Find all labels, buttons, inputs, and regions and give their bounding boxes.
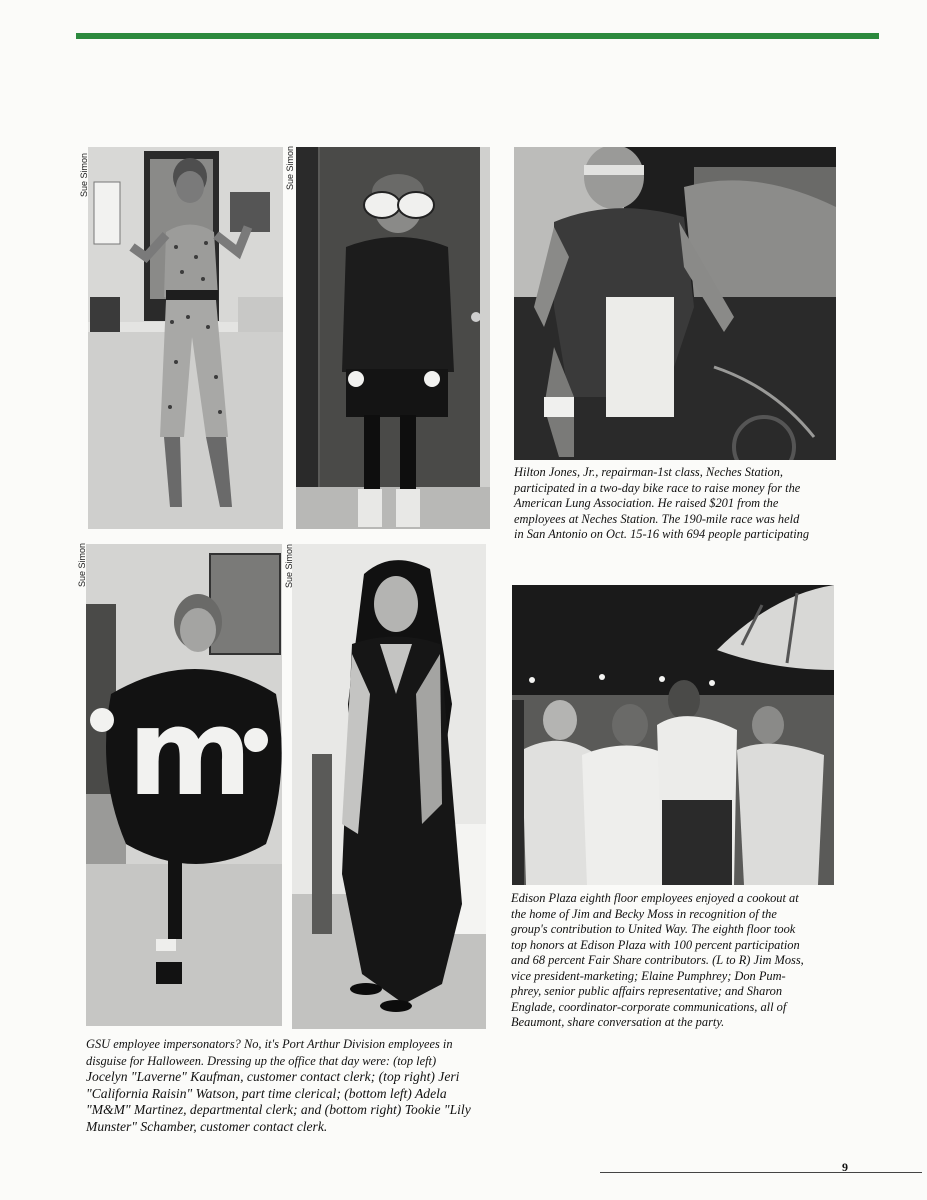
costume-letter-m: m [127, 684, 253, 823]
caption-line: and 68 percent Fair Share contributors. (L to R) Jim Moss, [511, 953, 804, 967]
caption-line: "M&M" Martinez, departmental clerk; and (bottom right) Tookie "Lily [86, 1102, 471, 1117]
footer-rule [600, 1172, 922, 1173]
photo-credit-bottom-left: Sue Simon [77, 542, 87, 587]
green-header-rule [76, 33, 879, 39]
photo-credit-bottom-middle: Sue Simon [284, 543, 294, 588]
photo-laverne-costume [88, 147, 283, 529]
caption-line: in San Antonio on Oct. 15-16 with 694 people participating [514, 527, 810, 541]
caption-line: employees at Neches Station. The 190-mile race was held [514, 511, 800, 526]
caption-line: Edison Plaza eighth floor employees enjoyed a cookout at [511, 891, 799, 905]
caption-line: participated in a two-day bike race to raise money for the [514, 480, 801, 495]
caption-line: disguise for Halloween. Dressing up the office that day were: (top left) [86, 1053, 437, 1068]
caption-line: Hilton Jones, Jr., repairman-1st class, Neches Station, [514, 465, 784, 479]
caption-line: Englade, coordinator-corporate communications, all of [511, 999, 787, 1014]
photo-edison-plaza-cookout [512, 585, 834, 885]
caption-line: American Lung Association. He raised $201 from the [514, 496, 779, 510]
caption-line: GSU employee impersonators? No, it's Port Arthur Division employees in [86, 1037, 453, 1051]
page-number: 9 [842, 1160, 848, 1174]
caption-line: Beaumont, share conversation at the party. [511, 1015, 725, 1029]
photo-mm-costume [86, 544, 282, 1026]
caption-line: the home of Jim and Becky Moss in recognition of the [511, 906, 777, 921]
caption-line: top honors at Edison Plaza with 100 percent participation [511, 937, 800, 952]
caption-line: "California Raisin" Watson, part time clerical; (bottom left) Adela [86, 1085, 447, 1101]
photo-credit-top-middle: Sue Simon [285, 145, 295, 190]
caption-line: phrey, senior public affairs representative; and Sharon [511, 984, 783, 998]
caption-cookout [511, 891, 804, 1031]
photo-hilton-jones-bike-race [514, 147, 836, 460]
caption-halloween [86, 1036, 471, 1135]
caption-line: Munster" Schamber, customer contact clerk. [86, 1118, 328, 1134]
caption-bike-race [514, 465, 809, 543]
caption-line: group's contribution to United Way. The eighth floor took [511, 922, 796, 936]
photo-california-raisin-costume [296, 147, 490, 529]
caption-line: vice president-marketing; Elaine Pumphrey; Don Pum- [511, 968, 786, 983]
photo-credit-top-left: Sue Simon [79, 152, 89, 197]
caption-line: Jocelyn "Laverne" Kaufman, customer contact clerk; (top right) Jeri [86, 1069, 460, 1084]
photo-lily-munster-costume [292, 544, 486, 1029]
